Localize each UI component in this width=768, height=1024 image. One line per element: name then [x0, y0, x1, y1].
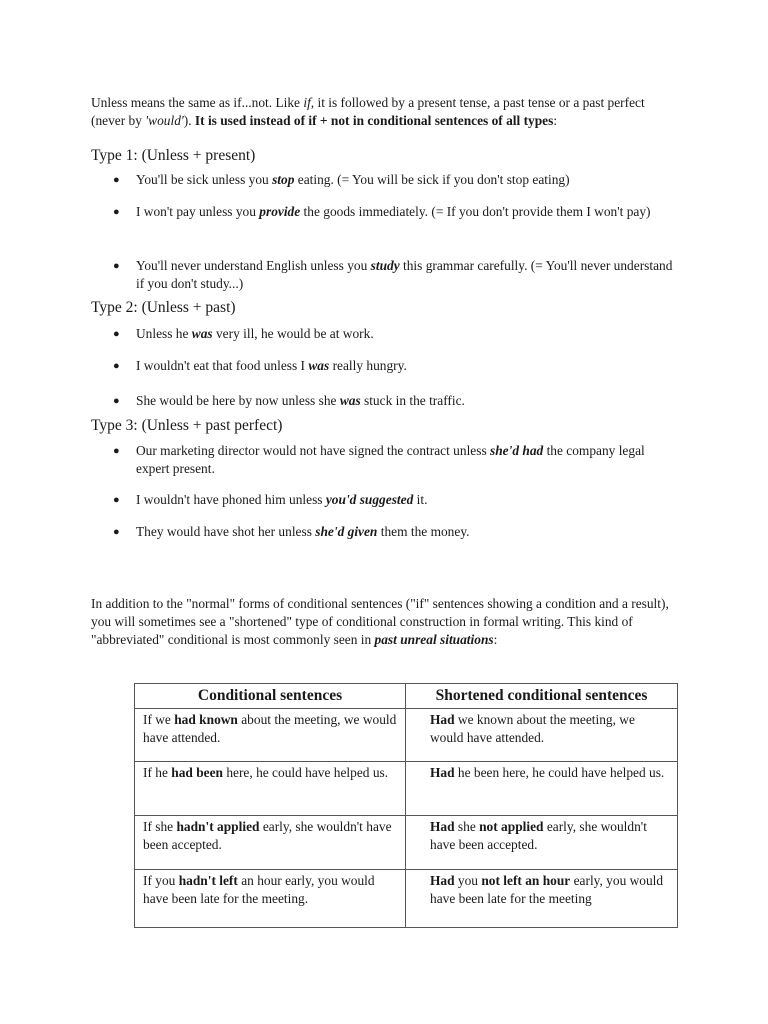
cell-bold: had known [174, 712, 238, 727]
item-text: Our marketing director would not have signed the contract unless [136, 443, 491, 458]
table-cell [406, 709, 678, 762]
cell-text: If we [143, 712, 175, 727]
item-emphasis: she'd given [315, 524, 378, 539]
item-emphasis: was [339, 393, 361, 408]
bullet-icon: ● [113, 445, 120, 457]
item-text: I won't pay unless you [136, 204, 260, 219]
list-item [91, 442, 681, 478]
table-cell [406, 762, 678, 816]
intro-end: : [553, 113, 558, 128]
cell-bold: Had [430, 819, 455, 834]
cell-bold: had been [171, 765, 223, 780]
intro-text-1: Unless means the same as if...not. Like [91, 95, 304, 110]
conditional-table [134, 683, 678, 928]
item-emphasis: study [370, 258, 400, 273]
cell-bold: hadn't left [178, 873, 238, 888]
bullet-icon: ● [113, 526, 120, 538]
cell-text: she [454, 819, 480, 834]
list-item [91, 325, 681, 343]
cell-text: he been here, he could have helped us. [454, 765, 665, 780]
table-row [135, 762, 678, 816]
item-text: stuck in the traffic. [360, 393, 465, 408]
intro-text-3: ). [183, 113, 195, 128]
item-text: She would be here by now unless she [136, 393, 340, 408]
item-emphasis: you'd suggested [325, 492, 414, 507]
type1-heading: Type 1: (Unless + present) [91, 147, 256, 164]
cell-bold: not applied [479, 819, 544, 834]
cell-text: an hour early, you would have been late for the meeting. [143, 873, 375, 906]
cell-text: we known about the meeting, we would have attended. [430, 712, 635, 745]
addition-paragraph [91, 595, 671, 649]
cell-bold: not left an hour [481, 873, 571, 888]
bullet-icon: ● [113, 174, 120, 186]
item-text: really hungry. [329, 358, 407, 373]
cell-text: early, she wouldn't have been accepted. [430, 819, 647, 852]
list-item [91, 392, 681, 410]
cell-text: early, you would have been late for the meeting [430, 873, 664, 906]
intro-paragraph [91, 94, 676, 130]
cell-text: If he [143, 765, 172, 780]
header-shortened: Shortened conditional sentences [406, 684, 678, 709]
type2-heading: Type 2: (Unless + past) [91, 299, 236, 316]
item-text: Unless he [136, 326, 192, 341]
cell-bold: hadn't applied [176, 819, 260, 834]
item-emphasis: was [191, 326, 213, 341]
list-item [91, 203, 681, 221]
list-item [91, 171, 681, 189]
table-row [135, 816, 678, 870]
intro-text-2: it is followed by a present tense, a past tense or a past perfect (never by [91, 95, 645, 128]
item-text: the company legal expert present. [136, 443, 645, 476]
cell-bold: Had [430, 765, 455, 780]
cell-text: If you [143, 873, 179, 888]
cell-text: you [454, 873, 482, 888]
bullet-icon: ● [113, 360, 120, 372]
item-text: You'll never understand English unless you [136, 258, 371, 273]
list-item [91, 257, 681, 293]
bullet-icon: ● [113, 494, 120, 506]
intro-if-word: if, [303, 95, 315, 110]
cell-bold: Had [430, 873, 455, 888]
item-text: them the money. [377, 524, 470, 539]
table-row [135, 709, 678, 762]
item-text: very ill, he would be at work. [212, 326, 374, 341]
table-cell [135, 870, 406, 928]
cell-text: early, she wouldn't have been accepted. [143, 819, 392, 852]
item-text: They would have shot her unless [136, 524, 316, 539]
table-row [135, 870, 678, 928]
intro-would-word: 'would' [145, 113, 184, 128]
list-item [91, 491, 681, 509]
item-emphasis: provide [259, 204, 301, 219]
list-item [91, 523, 681, 541]
bullet-icon: ● [113, 328, 120, 340]
table-cell [135, 816, 406, 870]
item-emphasis: she'd had [490, 443, 544, 458]
cell-text: here, he could have helped us. [222, 765, 389, 780]
item-text: I wouldn't eat that food unless I [136, 358, 309, 373]
list-item [91, 357, 681, 375]
item-text: You'll be sick unless you [136, 172, 273, 187]
bullet-icon: ● [113, 260, 120, 272]
bullet-icon: ● [113, 206, 120, 218]
table-header-row [135, 684, 678, 709]
item-text: eating. (= You will be sick if you don't stop eating) [294, 172, 570, 187]
cell-bold: Had [430, 712, 455, 727]
addition-text: In addition to the "normal" forms of conditional sentences ("if" sentences showing a condition and a result), you will sometimes see a "shortened" type of conditional construction in formal writing. This kind of "abbreviated" conditional is most commonly seen in [91, 596, 669, 647]
bullet-icon: ● [113, 395, 120, 407]
item-emphasis: stop [272, 172, 295, 187]
cell-text: about the meeting, we would have attended. [143, 712, 397, 745]
cell-text: If she [143, 819, 177, 834]
item-text: this grammar carefully. (= You'll never understand if you don't study...) [136, 258, 673, 291]
addition-end: : [493, 632, 498, 647]
item-text: I wouldn't have phoned him unless [136, 492, 326, 507]
item-text: it. [413, 492, 428, 507]
addition-emphasis: past unreal situations [374, 632, 494, 647]
item-emphasis: was [308, 358, 330, 373]
table-cell [135, 709, 406, 762]
intro-bold-rule: It is used instead of if + not in conditional sentences of all types [194, 113, 554, 128]
table-cell [406, 816, 678, 870]
table-cell [406, 870, 678, 928]
table-cell [135, 762, 406, 816]
header-conditional: Conditional sentences [135, 684, 406, 709]
type3-heading: Type 3: (Unless + past perfect) [91, 417, 283, 434]
item-text: the goods immediately. (= If you don't provide them I won't pay) [300, 204, 651, 219]
